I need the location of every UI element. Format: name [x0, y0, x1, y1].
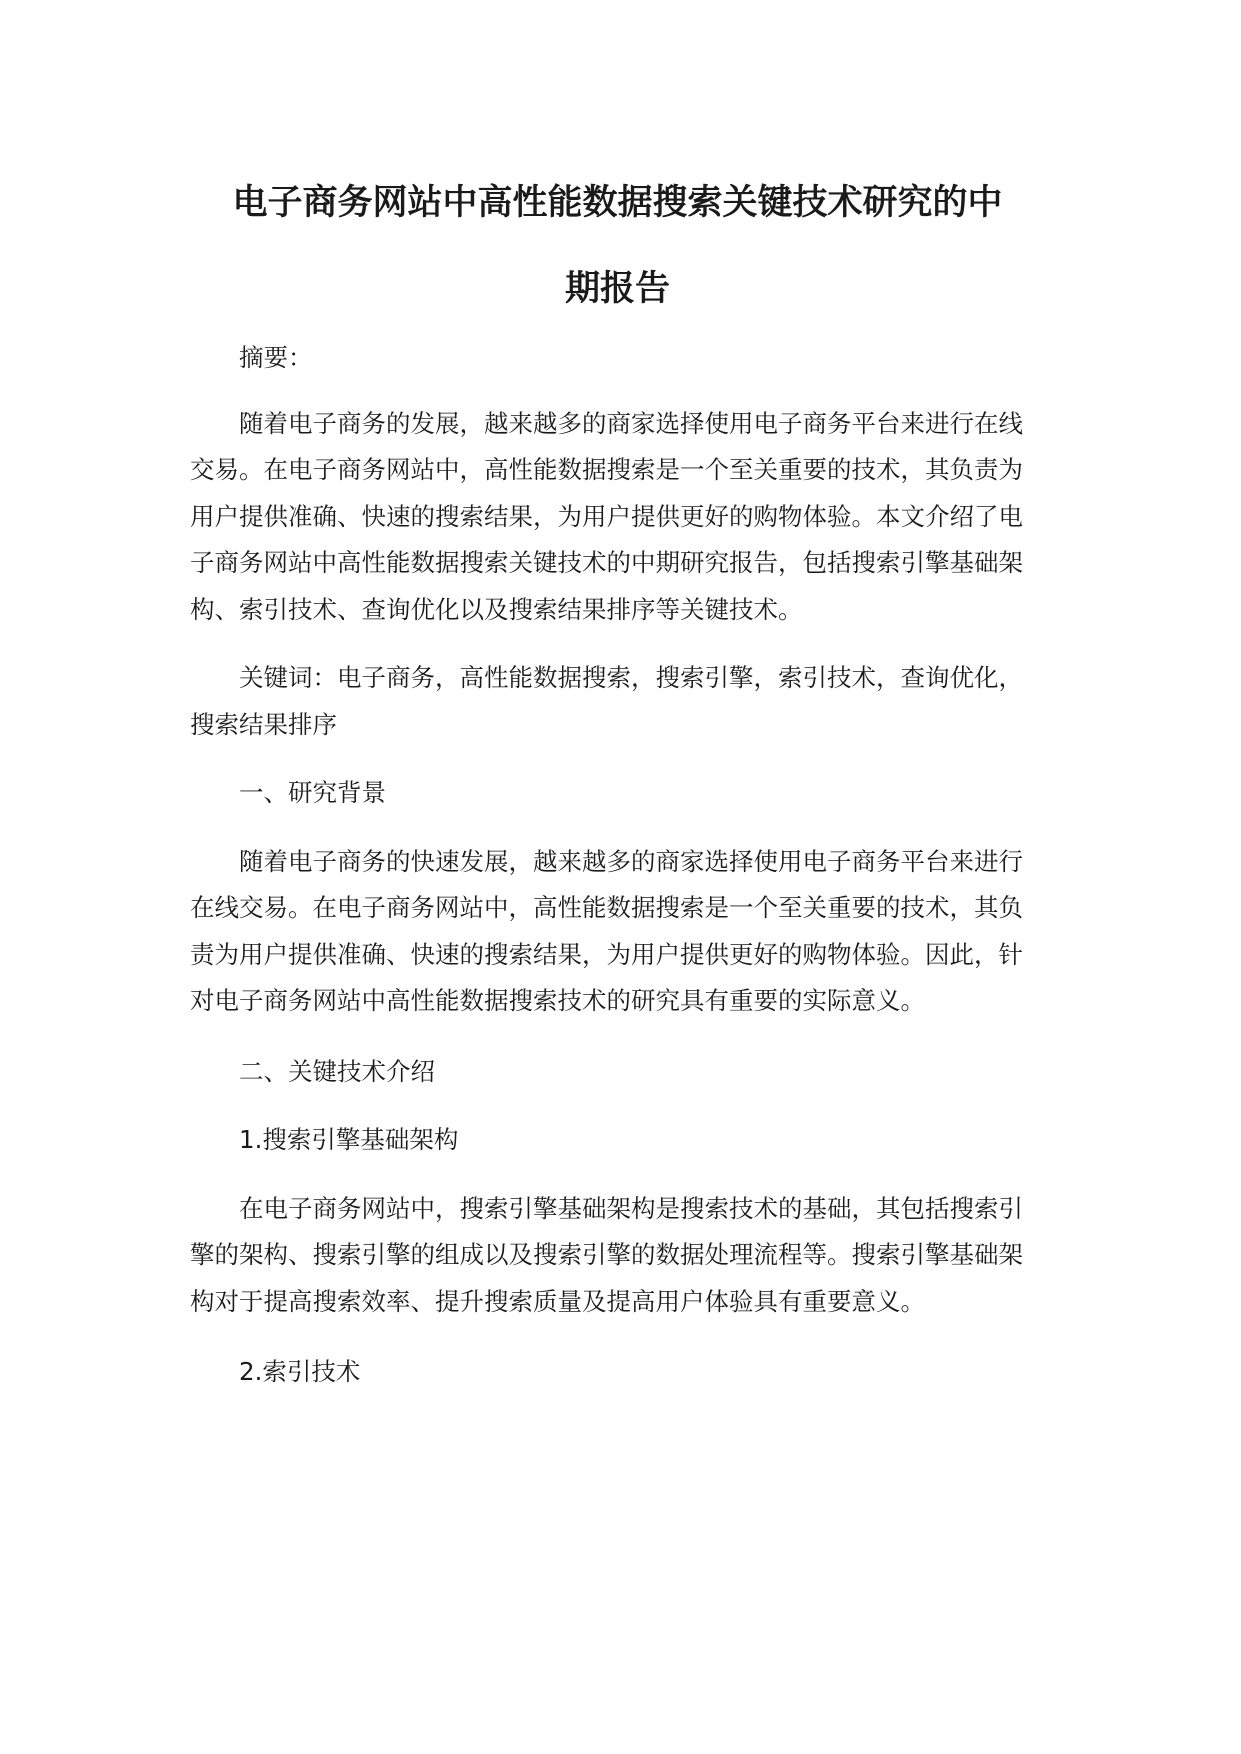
abstract-heading: 摘要： — [239, 343, 313, 372]
document-title-line-2: 期报告 — [564, 269, 670, 309]
section-1-paragraph: 随着电子商务的快速发展，越来越多的商家选择使用电子商务平台来进行在线交易。在电子商务网站中，高性能数据搜索是一个至关重要的技术，其负责为用户提供准确、快速的搜索结果，为用户提供更好的购物体验。因此，针对电子商务网站中高性能数据搜索技术的研究具有重要的实际意义。 — [190, 846, 1023, 1015]
document-title-line-1: 电子商务网站中高性能数据搜索关键技术研究的中 — [232, 183, 1003, 223]
section-1-heading: 一、研究背景 — [239, 778, 386, 807]
abstract-paragraph: 随着电子商务的发展，越来越多的商家选择使用电子商务平台来进行在线交易。在电子商务网站中，高性能数据搜索是一个至关重要的技术，其负责为用户提供准确、快速的搜索结果，为用户提供更好的购物体验。本文介绍了电子商务网站中高性能数据搜索关键技术的中期研究报告，包括搜索引擎基础架构、索引技术、查询优化以及搜索结果排序等关键技术。 — [190, 408, 1023, 624]
section-2-heading: 二、关键技术介绍 — [239, 1056, 435, 1086]
subsection-1-paragraph: 在电子商务网站中，搜索引擎基础架构是搜索技术的基础，其包括搜索引擎的架构、搜索引擎的组成以及搜索引擎的数据处理流程等。搜索引擎基础架构对于提高搜索效率、提升搜索质量及提高用户体验具有重要意义。 — [190, 1193, 1023, 1316]
document-body — [190, 335, 1035, 1396]
subsection-2-heading: 2.索引技术 — [239, 1357, 361, 1386]
subsection-1-heading: 1.搜索引擎基础架构 — [239, 1125, 459, 1154]
keywords-paragraph: 关键词：电子商务，高性能数据搜索，搜索引擎，索引技术，查询优化，搜索结果排序 — [190, 663, 1023, 739]
